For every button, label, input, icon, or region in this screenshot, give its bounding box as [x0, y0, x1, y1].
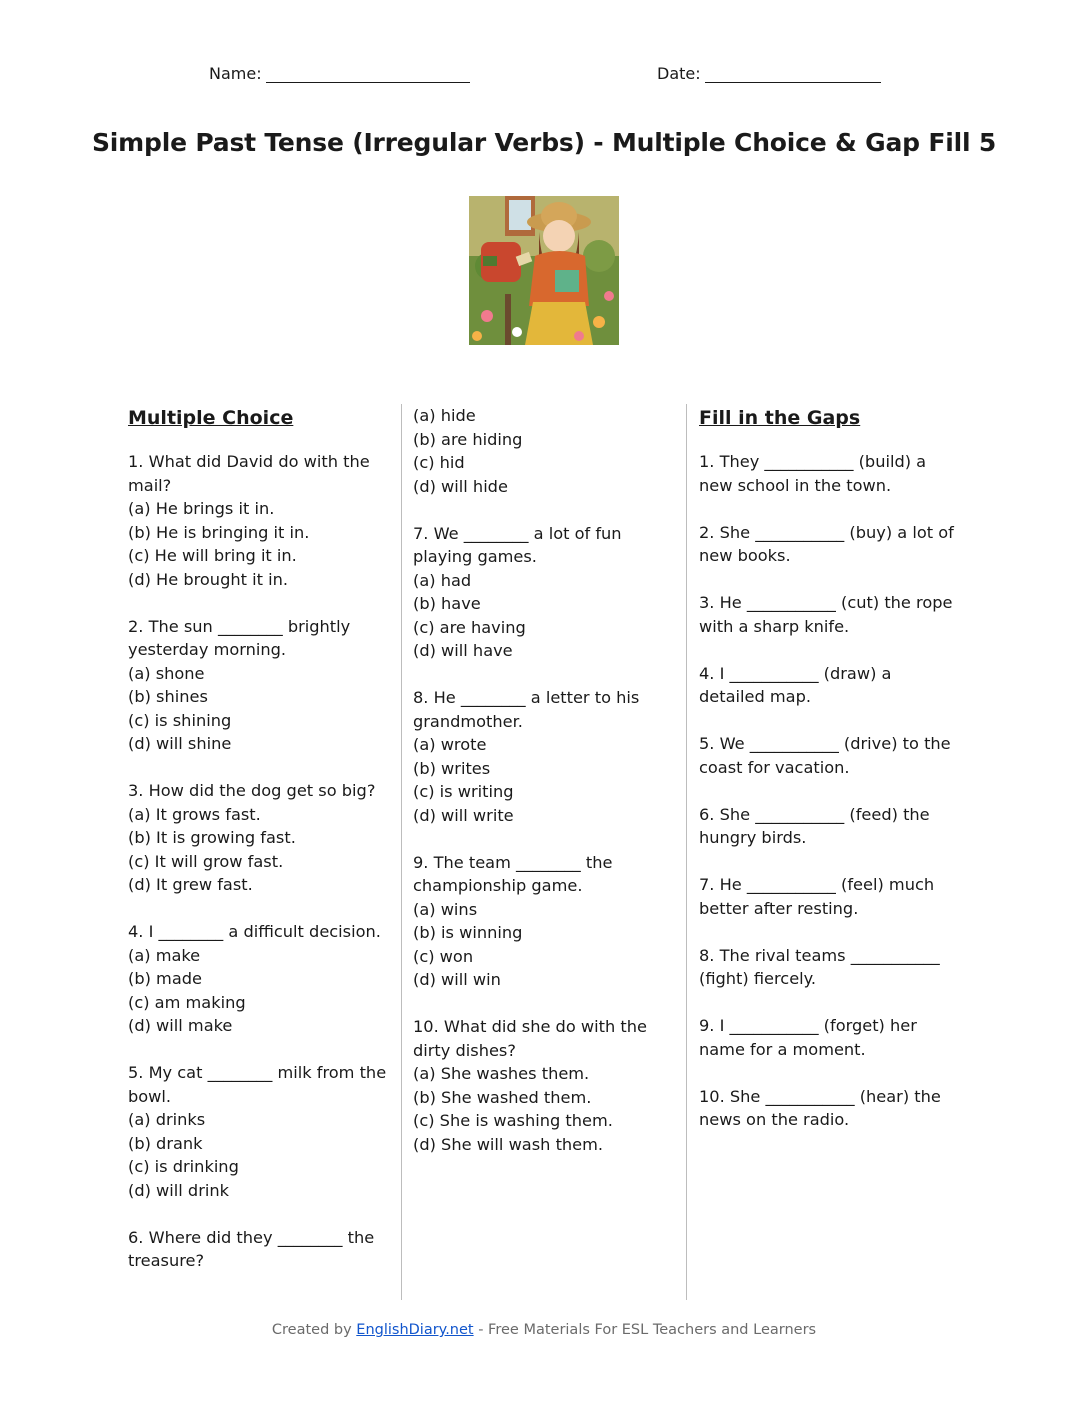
mc-question [128, 779, 390, 897]
answer-option[interactable]: (d) She will wash them. [413, 1134, 604, 1154]
answer-option[interactable]: (d) He brought it in. [128, 569, 288, 589]
question-text: 10. What did she do with the dirty dishes? [413, 1017, 647, 1060]
answer-option[interactable]: (d) will drink [128, 1180, 229, 1200]
gap-fill-item[interactable]: 6. She ___________ (feed) the hungry birds. [699, 804, 930, 847]
answer-option[interactable]: (c) is shining [128, 710, 232, 730]
date-label: Date: [657, 64, 701, 83]
question-text: 1. What did David do with the mail? [128, 452, 370, 495]
date-field [657, 64, 881, 83]
answer-option[interactable]: (c) is writing [413, 782, 514, 801]
name-blank-line[interactable] [266, 66, 470, 83]
answer-option[interactable]: (c) It will grow fast. [128, 851, 284, 871]
answer-option[interactable]: (c) am making [128, 992, 246, 1012]
question-text: 4. I ________ a difficult decision. [128, 922, 381, 941]
question-text: 6. Where did they ________ the treasure? [128, 1227, 375, 1270]
answer-option[interactable]: (d) It grew fast. [128, 875, 253, 894]
gap-fill-item[interactable]: 3. He ___________ (cut) the rope with a sharp knife. [699, 593, 953, 636]
gap-fill-item[interactable]: 1. They ___________ (build) a new school in the town. [699, 452, 927, 495]
answer-option[interactable]: (a) hide [413, 406, 476, 425]
girl-with-mailbox-illustration [469, 196, 619, 345]
answer-option[interactable]: (b) She washed them. [413, 1087, 592, 1107]
gap-fill-item[interactable]: 8. The rival teams ___________ (fight) fiercely. [699, 945, 940, 988]
gap-fill-item[interactable]: 2. She ___________ (buy) a lot of new books. [699, 522, 954, 565]
footer-prefix: Created by [271, 1322, 357, 1338]
answer-option[interactable]: (c) are having [413, 617, 526, 637]
answer-option[interactable]: (a) wrote [413, 735, 487, 754]
mc-question [413, 404, 675, 498]
mc-question [413, 686, 675, 827]
answer-option[interactable]: (b) made [128, 969, 202, 988]
answer-option[interactable]: (d) will win [413, 970, 501, 989]
footer-suffix: - Free Materials For ESL Teachers and Learners [473, 1322, 817, 1338]
multiple-choice-heading: Multiple Choice [128, 407, 294, 429]
answer-option[interactable]: (d) will shine [128, 734, 232, 753]
question-text: 2. The sun ________ brightly yesterday morning. [128, 616, 351, 659]
answer-option[interactable]: (a) drinks [128, 1110, 206, 1129]
gap-fill-item[interactable]: 9. I ___________ (forget) her name for a moment. [699, 1016, 917, 1059]
column-divider [686, 404, 687, 1300]
question-text: 8. He ________ a letter to his grandmother. [413, 688, 640, 731]
answer-option[interactable]: (c) She is washing them. [413, 1111, 613, 1130]
answer-option[interactable]: (b) It is growing fast. [128, 828, 296, 847]
mc-question [128, 1061, 390, 1202]
gap-fill-item[interactable]: 5. We ___________ (drive) to the coast for vacation. [699, 734, 951, 777]
mc-question [413, 1015, 675, 1156]
englishdiary-link[interactable]: EnglishDiary.net [356, 1322, 474, 1338]
answer-option[interactable]: (a) make [128, 945, 201, 965]
answer-option[interactable]: (c) is drinking [128, 1157, 239, 1176]
mc-question [413, 522, 675, 663]
gap-fill-item[interactable]: 7. He ___________ (feel) much better after resting. [699, 875, 935, 918]
answer-option[interactable]: (a) He brings it in. [128, 499, 275, 518]
answer-option[interactable]: (a) had [413, 570, 472, 590]
question-text: 5. My cat ________ milk from the bowl. [128, 1063, 387, 1106]
answer-option[interactable]: (d) will hide [413, 476, 508, 496]
answer-option[interactable]: (b) have [413, 594, 481, 613]
answer-option[interactable]: (c) He will bring it in. [128, 546, 297, 565]
answer-option[interactable]: (c) won [413, 946, 474, 966]
answer-option[interactable]: (b) writes [413, 758, 491, 778]
answer-option[interactable]: (d) will have [413, 641, 513, 660]
column-divider [401, 404, 402, 1300]
answer-option[interactable]: (d) will make [128, 1016, 233, 1035]
multiple-choice-column-1 [128, 406, 390, 1296]
name-field [209, 64, 470, 83]
mc-question [413, 851, 675, 992]
gap-fill-heading: Fill in the Gaps [699, 407, 861, 429]
question-text: 7. We ________ a lot of fun playing games. [413, 523, 622, 566]
answer-option[interactable]: (a) shone [128, 663, 205, 683]
gap-fill-item[interactable]: 10. She ___________ (hear) the news on the radio. [699, 1086, 941, 1129]
question-text: 9. The team ________ the championship game. [413, 852, 613, 895]
answer-option[interactable]: (b) He is bringing it in. [128, 522, 310, 542]
answer-option[interactable]: (b) are hiding [413, 429, 523, 449]
worksheet-title: Simple Past Tense (Irregular Verbs) - Multiple Choice & Gap Fill 5 [91, 128, 997, 157]
answer-option[interactable]: (a) wins [413, 899, 478, 919]
gap-fill-column [699, 406, 961, 1155]
answer-option[interactable]: (b) is winning [413, 923, 523, 942]
answer-option[interactable]: (c) hid [413, 453, 465, 472]
mc-question [128, 1226, 390, 1273]
name-label: Name: [209, 64, 262, 83]
multiple-choice-column-2 [413, 404, 675, 1180]
answer-option[interactable]: (a) It grows fast. [128, 804, 261, 824]
question-text: 3. How did the dog get so big? [128, 781, 376, 800]
answer-option[interactable]: (d) will write [413, 805, 514, 825]
gap-fill-item[interactable]: 4. I ___________ (draw) a detailed map. [699, 663, 892, 706]
footer-credit [0, 1322, 1088, 1338]
mc-question [128, 920, 390, 1038]
date-blank-line[interactable] [705, 66, 881, 83]
answer-option[interactable]: (b) shines [128, 687, 208, 706]
mc-question [128, 450, 390, 591]
answer-option[interactable]: (a) She washes them. [413, 1064, 590, 1083]
mc-question [128, 615, 390, 756]
answer-option[interactable]: (b) drank [128, 1133, 203, 1153]
